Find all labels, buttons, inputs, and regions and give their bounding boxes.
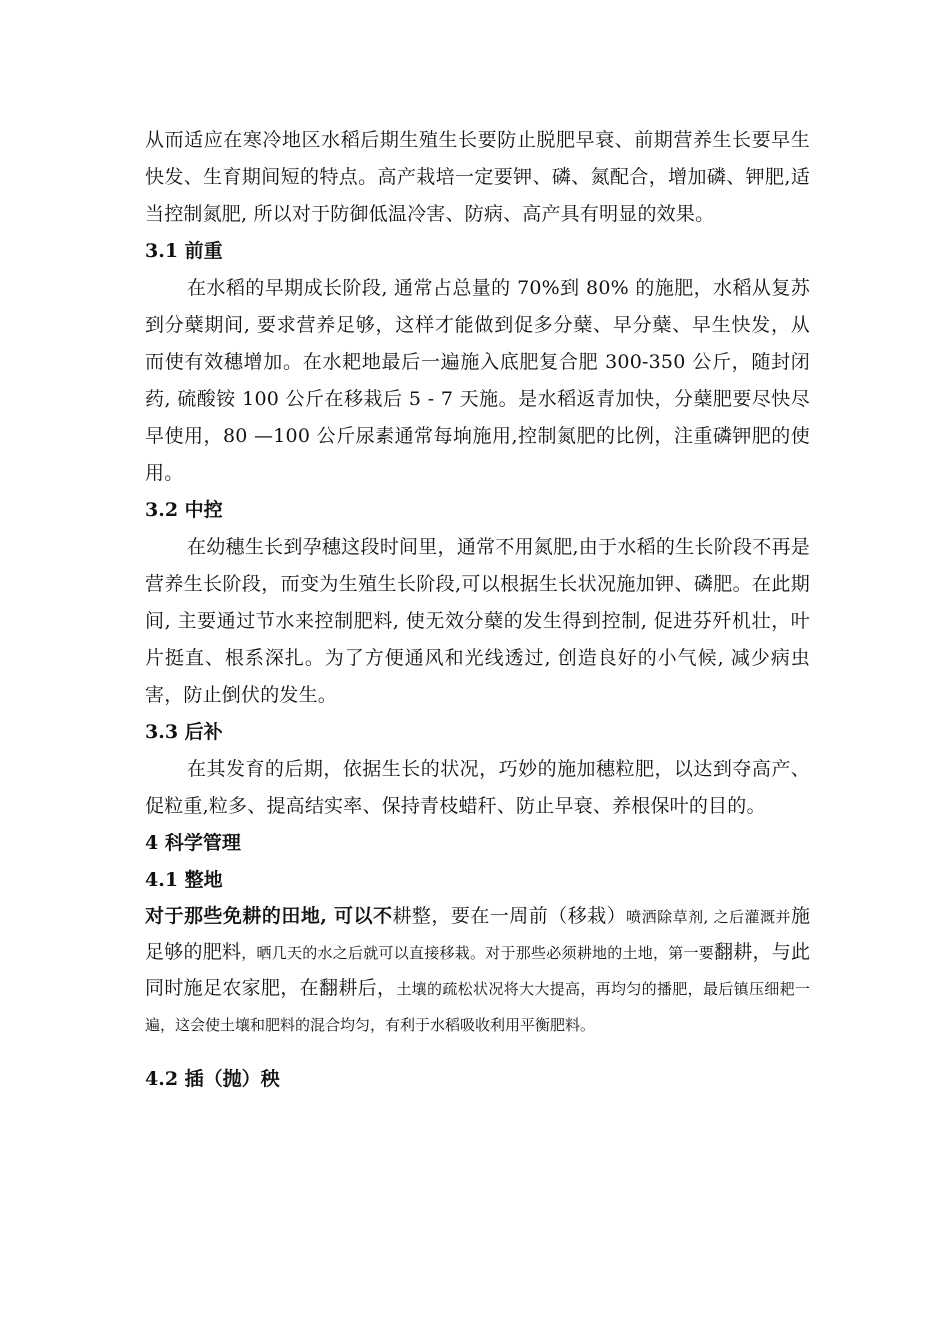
- document-page: [145, 122, 810, 1098]
- intro-paragraph: 从而适应在寒冷地区水稻后期生殖生长要防止脱肥早衰、前期营养生长要早生快发、生育期间短的特点。高产栽培一定要钾、磷、氮配合，增加磷、钾肥,适当控制氮肥, 所以对于防御低温冷害、防病、高产具有明显的效果。: [145, 129, 810, 225]
- section-4-1-seg4: 施足够的肥料: [145, 905, 810, 963]
- section-4-1-seg6: 翻耕，与此同时施足农家肥，在翻耕后，: [145, 941, 810, 999]
- section-3-1-body: 在水稻的早期成长阶段, 通常占总量的 70%到 80% 的施肥，水稻从复苏到分蘖期间, 要求营养足够，这样才能做到促多分蘖、早分蘖、早生快发，从而使有效穗增加。在水耙地最后一遍施入底肥复合肥 300-350 公斤，随封闭药, 硫酸铵 100 公斤在移栽后 5 - 7 天施。是水稻返青加快，分蘖肥要尽快尽早使用，80 —100 公斤尿素通常每垧施用,控制氮肥的比例，注重磷钾肥的使用。: [145, 277, 810, 484]
- section-4-2-heading: 4.2 插（抛）秧: [145, 1068, 280, 1090]
- section-4-1-seg3: 喷洒除草剂, 之后灌溉并: [626, 908, 791, 926]
- section-3-3-heading: 3.3 后补: [145, 721, 223, 743]
- section-spacer: [145, 1043, 810, 1061]
- section-3-1-heading: 3.1 前重: [145, 240, 223, 262]
- section-4-1-seg7: 土壤的疏松状况将大大提高，再均匀的播肥，最后镇压细耙一遍，这会使土壤和肥料的混合均匀，有利于水稻吸收利用平衡肥料。: [145, 980, 810, 1034]
- section-4-1-seg5: ，晒几天的水之后就可以直接移栽。对于那些必须耕地的土地，第一要: [241, 944, 714, 962]
- section-3-2-body: 在幼穗生长到孕穗这段时间里，通常不用氮肥,由于水稻的生长阶段不再是营养生长阶段，而变为生殖生长阶段,可以根据生长状况施加钾、磷肥。在此期间, 主要通过节水来控制肥料, 使无效分蘖的发生得到控制, 促进芬歼机壮，叶片挺直、根系深扎。为了方便通风和光线透过, 创造良好的小气候, 减少病虫害，防止倒伏的发生。: [145, 536, 810, 706]
- section-3-2-heading: 3.2 中控: [145, 499, 223, 521]
- section-4-1-body: [145, 899, 810, 1043]
- section-4-1-seg2: 耕整，要在一周前（移栽）: [392, 905, 627, 927]
- section-4-1-seg1: 对于那些免耕的田地, 可以不: [145, 905, 393, 927]
- section-4-1-heading: 4.1 整地: [145, 869, 223, 891]
- section-3-3-body: 在其发育的后期，依据生长的状况，巧妙的施加穗粒肥，以达到夺高产、促粒重,粒多、提高结实率、保持青枝蜡秆、防止早衰、养根保叶的目的。: [145, 758, 810, 817]
- section-4-heading: 4 科学管理: [145, 832, 241, 854]
